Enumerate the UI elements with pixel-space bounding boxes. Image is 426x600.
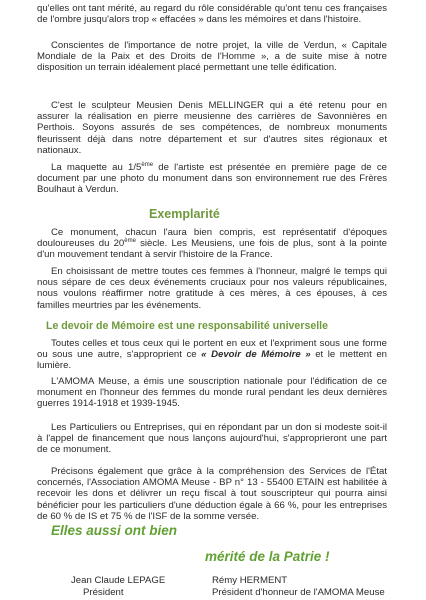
paragraph-sculptor: C'est le sculpteur Meusien Denis MELLINGER qui a été retenu pour en assurer la réalisation en pierre meusienne des carrières de Savonnières en Perthois. Soyons assurés de ses compétences, de nombreux monuments fleurissent déjà dans notre département et sur d'autres sites régionaux et nationaux.: [37, 100, 387, 156]
signature-president: [71, 575, 165, 599]
closing-line-1: Elles aussi ont bien: [51, 523, 178, 538]
signature-honorary-president: [212, 575, 385, 599]
signature-president-name: Jean Claude LEPAGE: [71, 575, 166, 586]
heading-devoir-memoire: Le devoir de Mémoire est une responsabilité universelle: [46, 320, 329, 332]
maquette-text-pre: La maquette au 1/5: [51, 162, 142, 173]
devoir-text-pre: Toutes celles et tous ceux qui le portent en eux et l'expriment sous une forme ou sous une autre, s'approprient ce: [37, 338, 387, 361]
closing-line-2: mérité de la Patrie !: [205, 549, 330, 564]
maquette-text-post: de l'artiste est présentée en première page de ce document par une photo du monument dans son environnement rue des Frères Boulhaut à Verdun.: [37, 162, 387, 196]
signature-honorary-name: Rémy HERMENT: [212, 575, 288, 586]
monument-text-post: siècle. Les Meusiens, une fois de plus, sont à la pointe d'un mouvement tendant à servir l'histoire de la France.: [37, 238, 387, 261]
paragraph-monument: [37, 227, 387, 261]
paragraph-devoir: [37, 338, 387, 372]
devoir-emphasis: « Devoir de Mémoire »: [201, 349, 311, 361]
monument-superscript: ème: [124, 238, 136, 245]
monument-text-pre: Ce monument, chacun l'aura bien compris, est représentatif d'époques douloureuses du 20: [37, 227, 387, 250]
paragraph-souscription: L'AMOMA Meuse, a émis une souscription nationale pour l'édification de ce monument en l'honneur des femmes du monde rural pendant les deux dernières guerres 1914-1918 et 1939-1945.: [37, 376, 387, 410]
signature-honorary-title: Président d'honneur de l'AMOMA Meuse: [212, 587, 385, 598]
paragraph-intro: qu'elles ont tant mérité, au regard du rôle considérable qu'ont tenu ces françaises de l'ombre jusqu'alors trop « effacées » dans les mémoires et dans l'histoire.: [37, 3, 387, 26]
paragraph-verdun: Conscientes de l'importance de notre projet, la ville de Verdun, « Capitale Mondiale de la Paix et des Droits de l'Homme », a de suite mise à notre disposition un terrain idéalement placé permettant une telle édification.: [37, 40, 387, 74]
heading-exemplarite: Exemplarité: [149, 207, 220, 221]
paragraph-particuliers: Les Particuliers ou Entreprises, qui en répondant par un don si modeste soit-il à l'appel de financement que nous lançons aujourd'hui, s'approprieront une part de ce monument.: [37, 422, 387, 456]
maquette-superscript: ème: [141, 161, 154, 168]
paragraph-maquette: [37, 162, 387, 196]
devoir-text-post: et le mettent en lumière.: [37, 349, 388, 372]
paragraph-fiscal: Précisons également que grâce à la compréhension des Services de l'État concernés, l'Association AMOMA Meuse - BP n° 13 - 55400 ETAIN est habilitée à recevoir les dons et délivrer un reçu fiscal à tout souscripteur qui pourra ainsi bénéficier pour les particuliers d'une déduction égale à 66 %, pour les entreprises de 60 % de IS et 75 % de l'ISF de la somme versée.: [37, 466, 387, 522]
signature-president-title: Président: [83, 587, 124, 598]
paragraph-honneur: En choisissant de mettre toutes ces femmes à l'honneur, malgré le temps qui nous sépare de ces deux événements cruciaux pour nos valeurs républicaines, nous voulons réaffirmer notre gratitude à ces mères, à ces épouses, à ces familles meurtries par les événements.: [37, 266, 387, 311]
